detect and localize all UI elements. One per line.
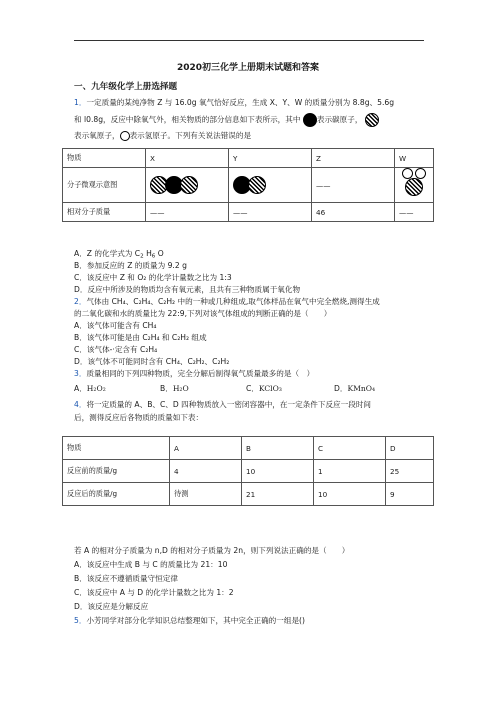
q4-note: 若 A 的相对分子质量为 n,D 的相对分子质量为 2n，则下列说法正确的是（ ） (74, 546, 350, 555)
q1-number: 1． (74, 98, 87, 107)
q4-number: 4． (74, 400, 87, 409)
q4-table-header-row: 物质 A B C D (63, 437, 434, 460)
q2-number: 2． (74, 297, 87, 306)
q3-option-c: C．KClO₃ (246, 384, 282, 393)
q4-line1: 4．将一定质量的 A、B、C、D 四种物质放入一密闭容器中，在一定条件下反应一段时间 (74, 400, 372, 409)
q1-option-d: D．反应中所涉及的物质均含有氧元素，且共有三种物质属于氧化物 (74, 285, 301, 294)
document-title: 2020初三化学上册期末试题和答案 (176, 63, 320, 73)
molecule-x (146, 168, 229, 203)
q4-table (62, 436, 434, 506)
q1-table-molecule-row: 分子微观示意图 —— (63, 168, 434, 203)
q1-option-a: A．Z 的化学式为 $C_2$ $H_6$ O (74, 249, 164, 260)
q3-option-a: A．H₂O₂ (74, 384, 106, 393)
q3-stem: 3．质量相同的下列四种物质，完全分解后制得氧气质量最多的是（ ） (74, 369, 315, 378)
q2-option-b: B．该气体可能是由 C₂H₄ 和 C₂H₂ 组成 (74, 333, 207, 342)
carbon-atom-icon (303, 113, 317, 127)
oxygen-atom-icon (248, 176, 266, 194)
q1-table-header-row: 物质 X Y Z W (63, 149, 434, 168)
q1-table-mass-row: 相对分子质量 —— —— 46 —— (63, 203, 434, 222)
table-row: 反应前的质量/g 4 10 1 25 (63, 460, 434, 483)
q4-option-a: A．该反应中生成 B 与 C 的质量比为 21：10 (74, 560, 228, 569)
section-title: 一、九年级化学上册选择题 (74, 82, 178, 92)
q5-stem: 5．小芳同学对部分化学知识总结整理如下，其中完全正确的一组是() (74, 616, 305, 625)
q3-number: 3． (74, 369, 87, 378)
q2-line2: 的二氧化碳和水的质量比为 22:9,下列对该气体组成的判断正确的是（ ） (74, 309, 332, 318)
q4-line2: 后，测得反应后各物质的质量如下表： (74, 413, 204, 422)
q5-number: 5． (74, 616, 87, 625)
molecule-z: —— (312, 168, 395, 203)
q1-line3: 表示氧原子， 表示氢原子。下列有关说法错误的是 (74, 131, 252, 140)
molecule-y (229, 168, 312, 203)
q3-option-d: D．KMnO₄ (334, 384, 376, 393)
q1-option-c: C．该反应中 Z 和 O₂ 的化学计量数之比为 1:3 (74, 273, 232, 282)
q3-option-b: B．H₂O (160, 384, 189, 393)
q2-line1: 2．气体由 CH₄、C₂H₄、C₂H₂ 中的一种或几种组成,取气体样品在氧气中完全燃烧,测得生成 (74, 297, 380, 306)
q2-option-c: C．该气体-·定含有 C₂H₄ (74, 345, 158, 354)
header-rule (74, 40, 424, 41)
hydrogen-atom-icon (120, 131, 130, 141)
oxygen-atom-icon (405, 178, 423, 196)
hydrogen-atom-icon (415, 168, 426, 179)
oxygen-atom-icon (180, 176, 198, 194)
oxygen-atom-icon (365, 113, 379, 127)
table-row: 反应后的质量/g 待测 21 10 9 (63, 483, 434, 506)
q4-option-d: D．该反应是分解反应 (74, 602, 149, 611)
q4-option-c: C．该反应中 A 与 D 的化学计量数之比为 1：2 (74, 588, 234, 597)
q4-option-b: B．该反应不遵循质量守恒定律 (74, 574, 178, 583)
q1-line1: 1．一定质量的某纯净物 Z 与 16.0g 氧气恰好反应，生成 X、Y、W 的质量分别为 8.8g、5.6g (74, 98, 395, 107)
q1-table (62, 148, 434, 222)
q1-option-b: B．参加反应的 Z 的质量为 9.2 g (74, 261, 187, 270)
q2-option-d: D．该气体不可能同时含有 CH₄、C₂H₂、C₂H₂ (74, 357, 230, 366)
molecule-w (395, 168, 434, 203)
q2-option-a: A．该气体可能含有 CH₄ (74, 321, 157, 330)
q1-line2: 和 l0.8g，反应中除氧气外，相关物质的部分信息如下表所示，其中 表示碳原子， (74, 113, 379, 127)
